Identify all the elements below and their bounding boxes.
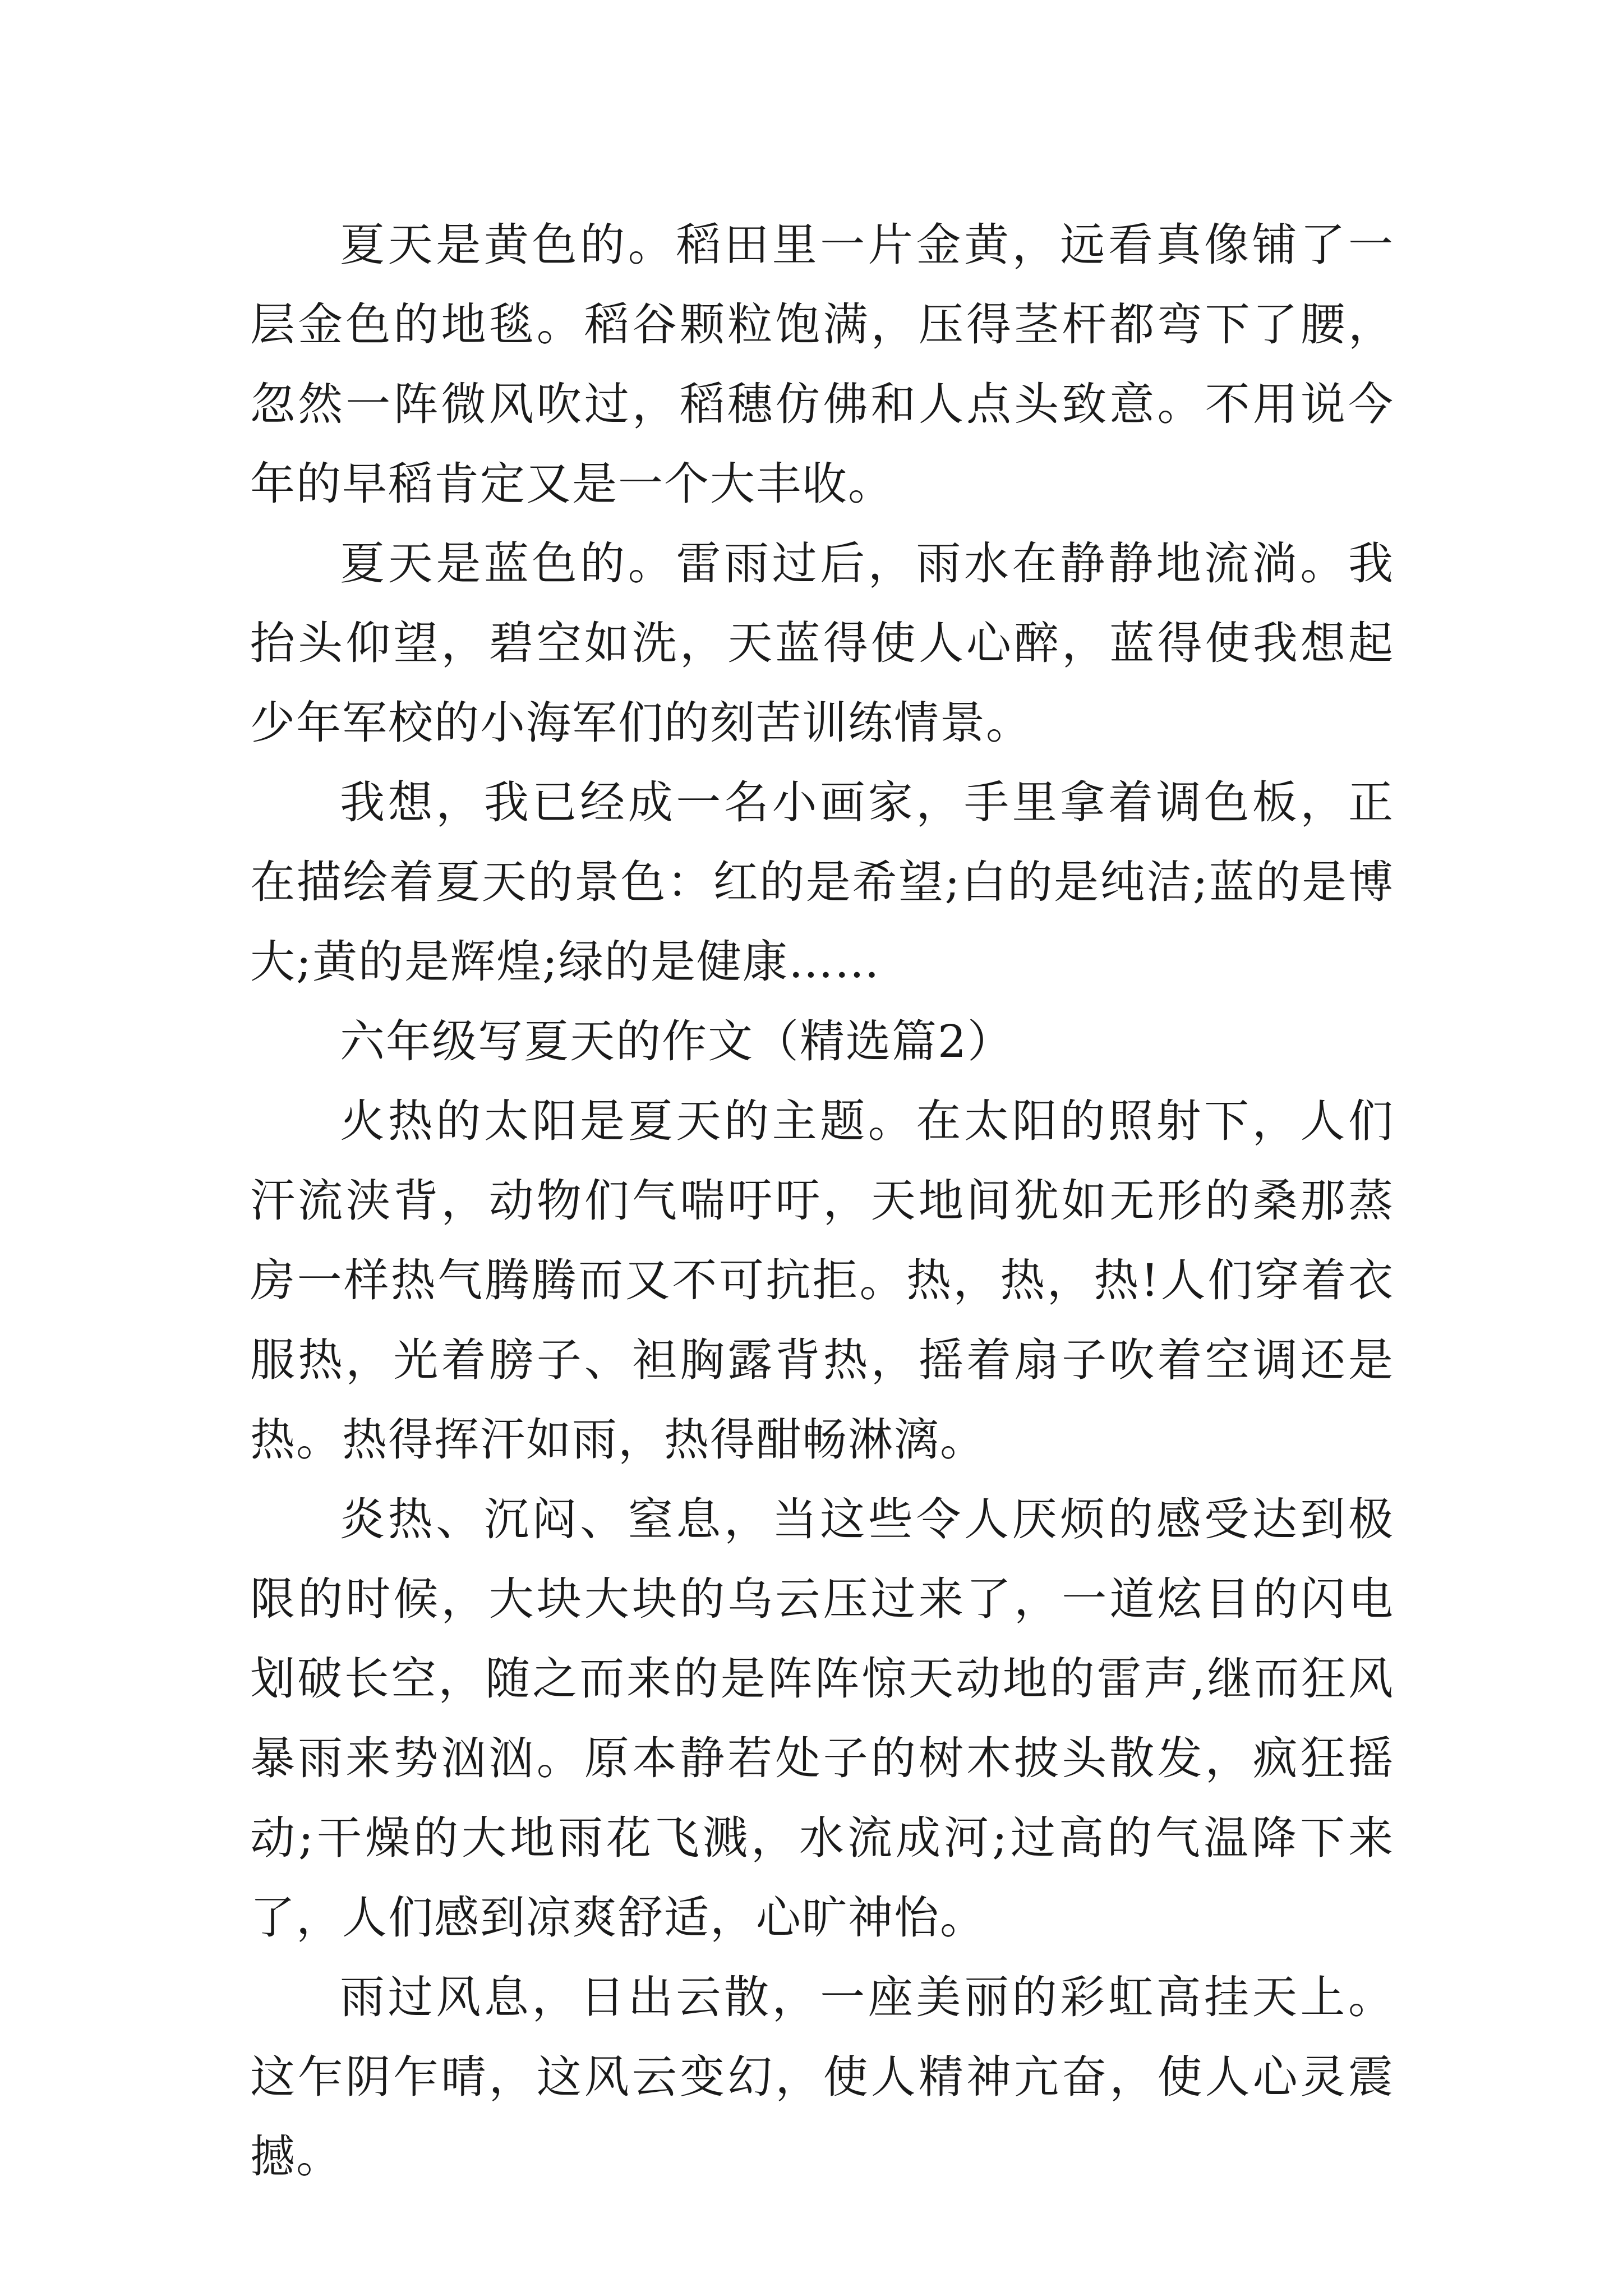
paragraph-painter: 我想，我已经成一名小画家，手里拿着调色板，正在描绘着夏天的景色：红的是希望;白的是纯洁;蓝的是博大;黄的是辉煌;绿的是健康…… [250, 776, 1394, 988]
document-body [250, 205, 1394, 2197]
paragraph-yellow-summer: 夏天是黄色的。稻田里一片金黄，远看真像铺了一层金色的地毯。稻谷颗粒饱满，压得茎杆都弯下了腰，忽然一阵微风吹过，稻穗仿佛和人点头致意。不用说今年的早稻肯定又是一个大丰收。 [250, 219, 1394, 510]
section-heading: 六年级写夏天的作文（精选篇2） [340, 1015, 1013, 1068]
paragraph-storm: 炎热、沉闷、窒息，当这些令人厌烦的感受达到极限的时候，大块大块的乌云压过来了，一道炫目的闪电划破长空，随之而来的是阵阵惊天动地的雷声,继而狂风暴雨来势汹汹。原本静若处子的树木披头散发，疯狂摇动;干燥的大地雨花飞溅，水流成河;过高的气温降下来了，人们感到凉爽舒适，心旷神怡。 [250, 1493, 1394, 1944]
paragraph-hot-sun: 火热的太阳是夏天的主题。在太阳的照射下，人们汗流浃背，动物们气喘吁吁，天地间犹如无形的桑那蒸房一样热气腾腾而又不可抗拒。热，热，热!人们穿着衣服热，光着膀子、袒胸露背热，摇着扇子吹着空调还是热。热得挥汗如雨，热得酣畅淋漓。 [250, 1095, 1394, 1466]
paragraph-blue-summer: 夏天是蓝色的。雷雨过后，雨水在静静地流淌。我抬头仰望，碧空如洗，天蓝得使人心醉，蓝得使我想起少年军校的小海军们的刻苦训练情景。 [250, 537, 1394, 749]
paragraph-rainbow: 雨过风息，日出云散，一座美丽的彩虹高挂天上。这乍阴乍晴，这风云变幻，使人精神亢奋，使人心灵震撼。 [250, 1971, 1394, 2183]
